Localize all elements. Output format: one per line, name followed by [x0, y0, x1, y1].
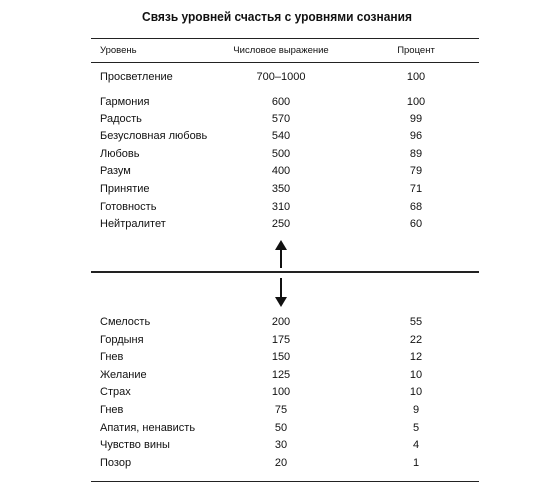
level-name: Разум	[100, 165, 131, 177]
level-value: 125	[271, 368, 291, 381]
table-row	[0, 454, 554, 472]
level-value: 20	[274, 456, 288, 469]
table-row	[0, 198, 554, 216]
table-row	[0, 401, 554, 419]
table-row	[0, 331, 554, 349]
level-percent: 79	[409, 165, 423, 177]
table-row	[0, 313, 554, 331]
level-name: Гнев	[100, 351, 124, 364]
header-bottom-rule	[91, 62, 479, 63]
level-name: Радость	[100, 113, 142, 125]
level-percent: 4	[412, 439, 420, 452]
level-value: 50	[274, 421, 288, 434]
level-name: Нейтралитет	[100, 218, 166, 230]
level-value: 700–1000	[256, 71, 306, 83]
level-percent: 55	[409, 316, 423, 328]
level-value: 30	[274, 439, 288, 452]
level-name: Желание	[100, 368, 147, 381]
level-percent: 10	[409, 368, 423, 381]
header-level: Уровень	[100, 45, 137, 56]
down-arrow-icon	[275, 278, 287, 308]
level-percent: 71	[409, 183, 423, 195]
level-name: Гордыня	[100, 333, 144, 346]
level-name: Просветление	[100, 71, 173, 83]
level-value: 75	[274, 404, 288, 416]
level-percent: 100	[406, 71, 426, 83]
level-name: Смелость	[100, 316, 151, 328]
table-row	[0, 110, 554, 128]
level-value: 310	[271, 201, 291, 213]
table-row	[0, 383, 554, 401]
table-row	[0, 162, 554, 180]
level-value: 250	[271, 218, 291, 230]
table-row	[0, 93, 554, 111]
level-name: Безусловная любовь	[100, 130, 208, 142]
level-name: Позор	[100, 456, 132, 469]
level-percent: 99	[409, 113, 423, 125]
level-name: Страх	[100, 386, 131, 399]
level-value: 400	[271, 165, 291, 177]
level-value: 150	[271, 351, 291, 364]
level-name: Гнев	[100, 404, 124, 416]
level-value: 600	[271, 96, 291, 108]
level-percent: 1	[412, 456, 420, 469]
table-row	[0, 127, 554, 145]
level-value: 200	[271, 316, 291, 328]
level-name: Принятие	[100, 183, 150, 195]
middle-divider	[91, 271, 479, 273]
table-bottom-rule	[91, 481, 479, 482]
level-value: 540	[271, 130, 291, 142]
up-arrow-icon	[275, 240, 287, 268]
table-row	[0, 419, 554, 437]
table-row	[0, 180, 554, 198]
level-name: Апатия, ненависть	[100, 421, 196, 434]
header-percent: Процент	[397, 45, 435, 56]
level-name: Любовь	[100, 148, 140, 160]
level-name: Чувство вины	[100, 439, 170, 452]
level-percent: 12	[409, 351, 423, 364]
table-top-rule	[91, 38, 479, 39]
level-percent: 5	[412, 421, 420, 434]
level-percent: 60	[409, 218, 423, 230]
level-value: 570	[271, 113, 291, 125]
level-percent: 10	[409, 386, 423, 399]
header-numeric: Числовое выражение	[233, 45, 329, 56]
level-value: 100	[271, 386, 291, 399]
page-title: Связь уровней счастья с уровнями сознания	[142, 9, 412, 24]
table-row	[0, 68, 554, 86]
table-row	[0, 436, 554, 454]
level-percent: 89	[409, 148, 423, 160]
table-row	[0, 145, 554, 163]
level-name: Готовность	[100, 201, 157, 213]
level-percent: 9	[412, 404, 420, 416]
level-percent: 68	[409, 201, 423, 213]
level-name: Гармония	[100, 96, 150, 108]
level-value: 500	[271, 148, 291, 160]
level-percent: 100	[406, 96, 426, 108]
table-row	[0, 348, 554, 366]
level-percent: 96	[409, 130, 423, 142]
table-row	[0, 366, 554, 384]
level-percent: 22	[409, 333, 423, 346]
level-value: 175	[271, 333, 291, 346]
level-value: 350	[271, 183, 291, 195]
table-row	[0, 215, 554, 233]
